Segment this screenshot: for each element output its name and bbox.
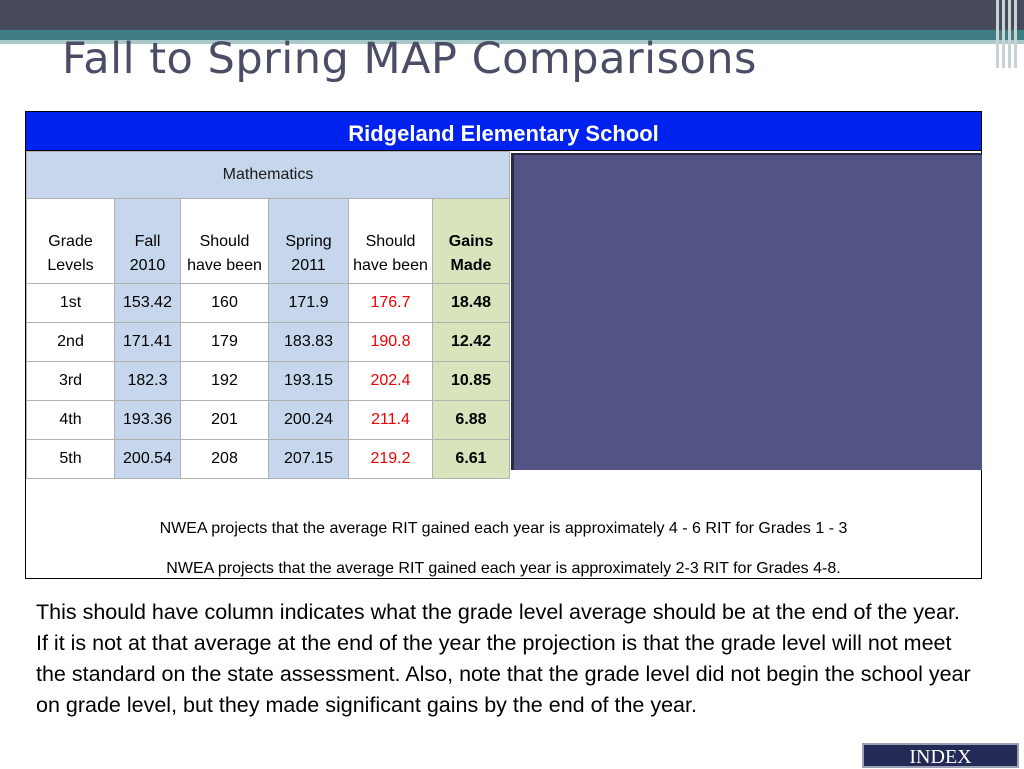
- grade-cell: 2nd: [27, 323, 115, 362]
- col-should-spring: Should have been: [349, 199, 433, 284]
- fall-cell: 200.54: [115, 440, 181, 479]
- corner-stripes: [994, 0, 1024, 68]
- col-should-fall: Should have been: [181, 199, 269, 284]
- fall-cell: 171.41: [115, 323, 181, 362]
- spring-cell: 207.15: [269, 440, 349, 479]
- subject-header: Mathematics: [27, 152, 510, 199]
- school-header: Ridgeland Elementary School: [25, 111, 982, 151]
- spring-cell: 200.24: [269, 401, 349, 440]
- should-spring-cell: 211.4: [349, 401, 433, 440]
- should-fall-cell: 192: [181, 362, 269, 401]
- spring-cell: 183.83: [269, 323, 349, 362]
- gains-cell: 18.48: [433, 284, 510, 323]
- grade-cell: 5th: [27, 440, 115, 479]
- nwea-note-grades-4-8: NWEA projects that the average RIT gained each year is approximately 2-3 RIT for Grades 4-8.: [166, 560, 841, 577]
- title-underline-accent: [790, 56, 950, 58]
- should-fall-cell: 179: [181, 323, 269, 362]
- top-banner: [0, 0, 1024, 30]
- column-header-row: [27, 199, 510, 284]
- col-spring-2011: Spring 2011: [269, 199, 349, 284]
- table-row: [27, 284, 510, 323]
- fall-cell: 182.3: [115, 362, 181, 401]
- explanation-text: This should have column indicates what the grade level average should be at the end of the year. If it is not at that average at the end of the year the projection is that the grade level will not meet the standard on the state assessment. Also, note that the grade level did not begin the school year on grade level, but they made significant gains by the end of the year.: [36, 600, 971, 717]
- should-spring-cell: 176.7: [349, 284, 433, 323]
- should-spring-cell: 190.8: [349, 323, 433, 362]
- should-fall-cell: 201: [181, 401, 269, 440]
- spring-cell: 171.9: [269, 284, 349, 323]
- gains-cell: 6.61: [433, 440, 510, 479]
- grade-cell: 1st: [27, 284, 115, 323]
- slide-title: Fall to Spring MAP Comparisons: [62, 34, 757, 84]
- table-row: [27, 323, 510, 362]
- col-gains-made: Gains Made: [433, 199, 510, 284]
- nwea-note-grades-1-3: NWEA projects that the average RIT gained each year is approximately 4 - 6 RIT for Grades 1 - 3: [159, 520, 848, 537]
- grade-cell: 3rd: [27, 362, 115, 401]
- table-row: [27, 440, 510, 479]
- should-fall-cell: 208: [181, 440, 269, 479]
- table-row: [27, 362, 510, 401]
- map-comparison-table: [26, 151, 510, 479]
- spring-cell: 193.15: [269, 362, 349, 401]
- gains-cell: 10.85: [433, 362, 510, 401]
- should-spring-cell: 219.2: [349, 440, 433, 479]
- table-row: [27, 401, 510, 440]
- col-grade-levels: Grade Levels: [27, 199, 115, 284]
- fall-cell: 193.36: [115, 401, 181, 440]
- col-fall-2010: Fall 2010: [115, 199, 181, 284]
- index-button[interactable]: INDEX: [862, 743, 1019, 768]
- gains-cell: 12.42: [433, 323, 510, 362]
- should-fall-cell: 160: [181, 284, 269, 323]
- fall-cell: 153.42: [115, 284, 181, 323]
- overlay-box: [511, 153, 982, 470]
- gains-cell: 6.88: [433, 401, 510, 440]
- grade-cell: 4th: [27, 401, 115, 440]
- should-spring-cell: 202.4: [349, 362, 433, 401]
